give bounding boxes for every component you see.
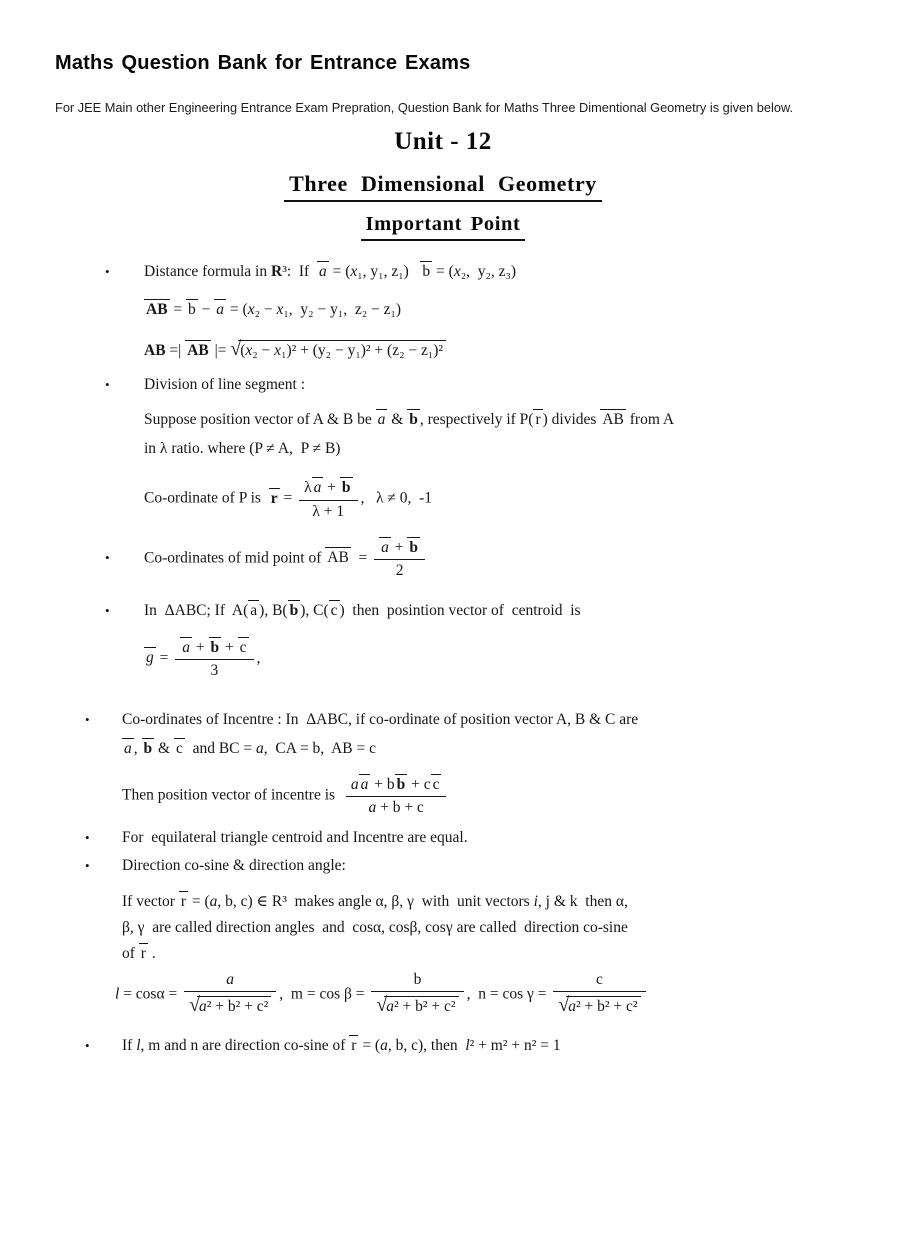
row-p-coordinate (0, 477, 900, 521)
formula-line: Then position vector of incentre is $\frac{\text{a a + b b + c c}}{a + b + c}$ (122, 774, 449, 818)
text-line: If vector r = (a, b, c) ∈ R³ makes angle α, β, γ with unit vectors i, j & k then α, (122, 892, 628, 910)
formula-line: Co-ordinates of mid point of AB = $\frac{a + b}{2}$ (144, 537, 428, 581)
bullet-marker: • (85, 857, 90, 873)
bullet-marker: • (105, 264, 110, 279)
bullet-marker: • (105, 602, 110, 618)
row-midpoint (0, 537, 900, 581)
row-ab-length (0, 336, 900, 363)
row-distance-formula (0, 261, 900, 283)
row-direction-text-1 (0, 891, 900, 913)
text-line: of r . (122, 944, 156, 962)
row-incentre-formula (0, 774, 900, 818)
text-line: in λ ratio. where (P ≠ A, P ≠ B) (144, 440, 341, 458)
row-division-text-1 (0, 409, 900, 431)
row-direction-text-3 (0, 943, 900, 965)
bullet-marker: • (85, 1037, 90, 1053)
row-direction-text-2 (0, 918, 900, 939)
chapter-heading-text: Three Dimensional Geometry (284, 171, 602, 202)
subheading (0, 213, 886, 241)
chapter-heading (0, 171, 886, 202)
formula-line: l = cosα = $\frac{a}{\text{√a² + b² + c²}}$ , m = cos β = $\frac{b}{\text{√a² + b² + c²}}$ , n = cos γ = $\frac{c}{\text{√a² + b² + c²}}$ (115, 971, 649, 1018)
formula-line: Distance formula in R³: If a = (x₁, y₁, z₁) b = (x₂, y₂, z₃) (144, 263, 517, 280)
text-line: β, γ are called direction angles and cosα, cosβ, cosγ are called direction co-sine (122, 918, 628, 936)
bullet-marker: • (85, 711, 90, 727)
document-page (0, 52, 900, 1252)
text-line: Suppose position vector of A & B be a & b , respectively if P( r ) divides AB from A (144, 410, 675, 428)
formula-line: g = $\frac{a + b + c}{3}$ , (146, 638, 261, 680)
formula-line: If l, m and n are direction co-sine of r = (a, b, c), then l² + m² + n² = 1 (122, 1036, 561, 1054)
row-incentre-sides (0, 738, 900, 760)
row-centroid-intro (0, 600, 900, 622)
unit-heading: Unit - 12 (394, 128, 492, 155)
text-line: Division of line segment : (144, 375, 306, 393)
text-line: For equilateral triangle centroid and Incentre are equal. (122, 828, 468, 846)
row-direction-cosine-formulas (0, 971, 900, 1018)
row-incentre-intro (0, 710, 900, 731)
text-line: In ΔABC; If A( a ), B( b ), C( c ) then posintion vector of centroid is (144, 601, 581, 619)
page-title: Maths Question Bank for Entrance Exams (55, 52, 471, 74)
intro-text: For JEE Main other Engineering Entrance Exam Prepration, Question Bank for Maths Three Dimentional Geometry is given below. (55, 100, 794, 115)
text-line: Direction co-sine & direction angle: (122, 856, 346, 874)
bullet-marker: • (105, 550, 110, 566)
row-division-text-2 (0, 439, 900, 460)
row-division-heading (0, 375, 900, 396)
row-ab-vector (0, 299, 900, 321)
row-centroid-formula (0, 637, 900, 681)
row-equilateral-note (0, 828, 900, 849)
text-line: a , b & c and BC = a, CA = b, AB = c (124, 739, 376, 757)
formula-line: AB =| AB |= √(x₂ − x₁)² + (y₂ − y₁)² + (z₂ − z₁)² (144, 336, 446, 363)
text-line: Co-ordinates of Incentre : In ΔABC, if co-ordinate of position vector A, B & C are (122, 710, 639, 728)
bullet-marker: • (105, 376, 110, 392)
row-direction-heading (0, 856, 900, 877)
subheading-text: Important Point (361, 213, 526, 241)
formula-line: AB = b − a = (x₂ − x₁, y₂ − y₁, z₂ − z₁) (146, 300, 402, 318)
formula-line: Co-ordinate of P is r = $\frac{\text{λ a + b}}{\lambda + 1}$ , λ ≠ 0, -1 (144, 479, 433, 520)
row-lmn-identity (0, 1035, 900, 1057)
bullet-marker: • (85, 829, 90, 845)
